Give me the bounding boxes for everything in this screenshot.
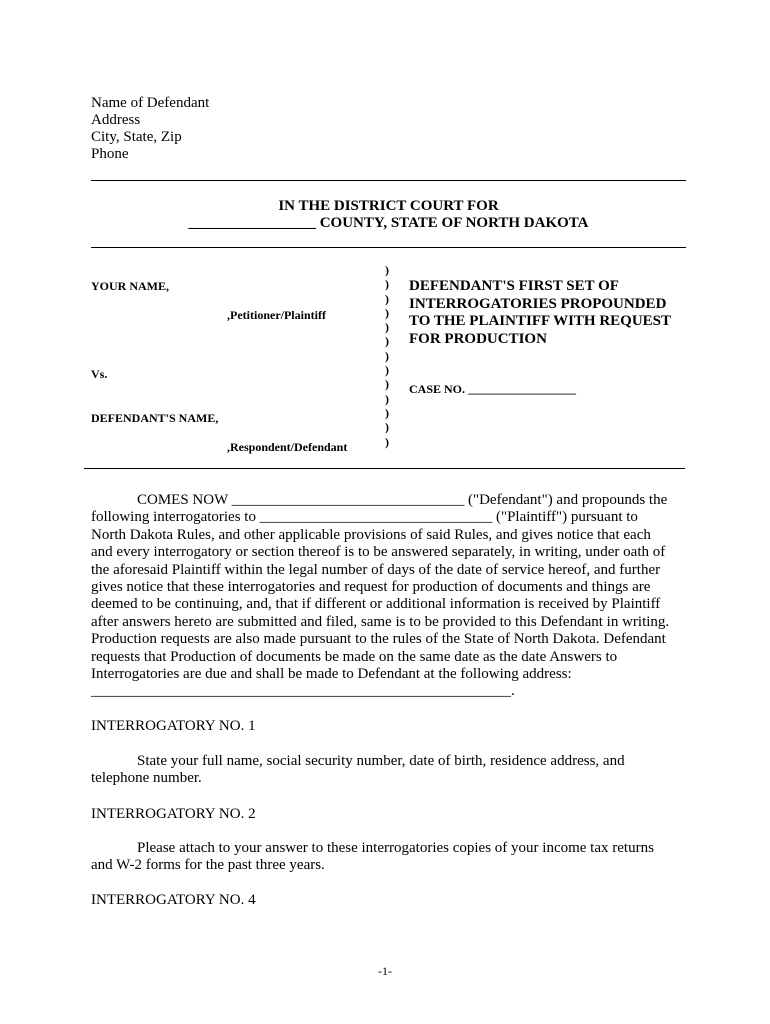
court-divider [91, 247, 686, 248]
interrogatory-2-text [91, 840, 683, 875]
document-title-line: INTERROGATORIES PROPOUNDED [409, 295, 667, 312]
interrogatory-4-heading: INTERROGATORY NO. 4 [91, 892, 256, 908]
paragraph-line: and every interrogatory or section thereof is to be answered separately, in writing, under oath of [91, 544, 666, 561]
paragraph-line: Interrogatories are due and shall be made to Defendant at the following address: [91, 665, 572, 682]
document-title [409, 278, 689, 348]
paragraph-line: the aforesaid Plaintiff within the legal number of days of the date of service hereof, and further [91, 561, 661, 578]
paragraph-line: Production requests are also made pursuant to the rules of the State of North Dakota. Defendant [91, 631, 666, 648]
paragraph-line: telephone number. [91, 770, 202, 787]
case-number: CASE NO. __________________ [409, 382, 577, 396]
interrogatory-1-text [91, 753, 683, 788]
document-title-line: TO THE PLAINTIFF WITH REQUEST [409, 313, 672, 329]
address-line-name: Name of Defendant [91, 95, 210, 111]
caption-paren: ) [385, 405, 389, 420]
caption-paren: ) [385, 334, 389, 349]
paragraph-line: following interrogatories to _______________________________ ("Plaintiff") pursuant to [91, 509, 638, 526]
paragraph-line: and W-2 forms for the past three years. [91, 857, 325, 874]
court-title-line2: _________________ COUNTY, STATE OF NORTH DAKOTA [188, 215, 589, 231]
defendant-name: DEFENDANT'S NAME, [91, 411, 219, 425]
paragraph-line: Please attach to your answer to these interrogatories copies of your income tax returns [137, 840, 654, 856]
intro-paragraph [91, 492, 683, 701]
page-number: -1- [378, 964, 392, 978]
caption-paren: ) [385, 363, 389, 378]
plaintiff-role: ,Petitioner/Plaintiff [227, 308, 326, 322]
caption-paren: ) [385, 320, 389, 335]
caption-paren: ) [385, 291, 389, 306]
caption-divider [84, 468, 685, 469]
caption-paren: ) [385, 305, 389, 320]
caption-paren: ) [385, 391, 389, 406]
paragraph-line: after answers hereto are submitted and filed, same is to be provided to this Defendant in writing. [91, 613, 670, 630]
paragraph-line: deemed to be continuing, and, that if different or additional information is received by Plaintiff [91, 596, 661, 613]
paragraph-line: North Dakota Rules, and other applicable provisions of said Rules, and gives notice that each [91, 526, 651, 543]
plaintiff-name: YOUR NAME, [91, 279, 169, 293]
caption-paren: ) [385, 277, 389, 292]
paragraph-line: State your full name, social security number, date of birth, residence address, and [137, 753, 625, 769]
address-line-phone: Phone [91, 146, 129, 162]
address-line-city: City, State, Zip [91, 129, 182, 145]
versus-label: Vs. [91, 367, 108, 381]
header-divider [91, 180, 686, 181]
caption-paren-column [385, 263, 393, 449]
paragraph-line: COMES NOW _______________________________ ("Defendant") and propounds the [137, 492, 668, 508]
caption-paren: ) [385, 434, 389, 449]
caption-paren: ) [385, 263, 389, 277]
address-line-address: Address [91, 112, 141, 128]
interrogatory-1-heading: INTERROGATORY NO. 1 [91, 718, 256, 734]
document-title-line: FOR PRODUCTION [409, 330, 547, 347]
paragraph-line: gives notice that these interrogatories and request for production of documents and things are [91, 578, 651, 595]
interrogatory-2-heading: INTERROGATORY NO. 2 [91, 806, 256, 822]
paragraph-line: ________________________________________________________. [91, 683, 515, 700]
defendant-role: ,Respondent/Defendant [227, 440, 348, 454]
caption-paren: ) [385, 377, 389, 392]
paragraph-line: requests that Production of documents be made on the same date as the date Answers to [91, 648, 618, 665]
court-title-line1: IN THE DISTRICT COURT FOR [278, 198, 499, 214]
document-title-line: DEFENDANT'S FIRST SET OF [409, 278, 619, 294]
caption-paren: ) [385, 420, 389, 435]
caption-paren: ) [385, 348, 389, 363]
